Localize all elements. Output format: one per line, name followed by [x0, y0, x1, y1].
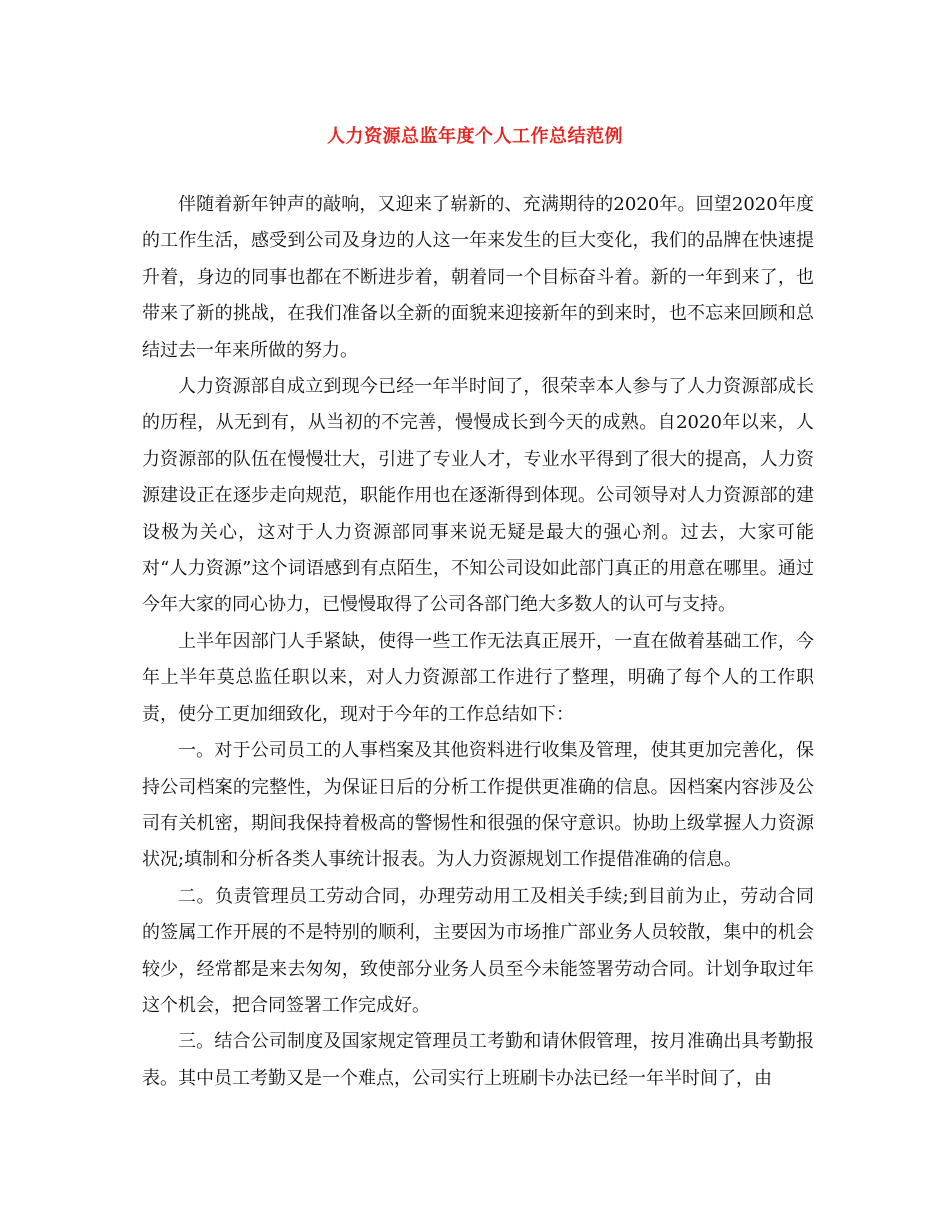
paragraph-intro: 伴随着新年钟声的敲响，又迎来了崭新的、充满期待的2020年。回望2020年度的工作生活，感受到公司及身边的人这一年来发生的巨大变化，我们的品牌在快速提升着，身边的同事也都在不断进步着，朝着同一个目标奋斗着。新的一年到来了，也带来了新的挑战，在我们准备以全新的面貌来迎接新年的到来时，也不忘来回顾和总结过去一年来所做的努力。: [142, 194, 814, 361]
paragraph-department-history: 人力资源部自成立到现今已经一年半时间了，很荣幸本人参与了人力资源部成长的历程，从无到有，从当初的不完善，慢慢成长到今天的成熟。自2020年以来，人力资源部的队伍在慢慢壮大，引进了专业人才，专业水平得到了很大的提高，人力资源建设正在逐步走向规范，职能作用也在逐渐得到体现。公司领导对人力资源部的建设极为关心，这对于人力资源部同事来说无疑是最大的强心剂。过去，大家可能对“人力资源”这个词语感到有点陌生，不知公司设如此部门真正的用意在哪里。通过今年大家的同心协力，已慢慢取得了公司各部门绝大多数人的认可与支持。: [142, 376, 814, 616]
document-body: [142, 187, 814, 1097]
paragraph-item-one: 一。对于公司员工的人事档案及其他资料进行收集及管理，使其更加完善化，保持公司档案的完整性，为保证日后的分析工作提供更准确的信息。因档案内容涉及公司有关机密，期间我保持着极高的警惕性和很强的保守意识。协助上级掌握人力资源状况;填制和分析各类人事统计报表。为人力资源规划工作提借准确的信息。: [142, 740, 814, 871]
paragraph-item-three: 三。结合公司制度及国家规定管理员工考勤和请休假管理，按月准确出具考勤报表。其中员工考勤又是一个难点，公司实行上班刷卡办法已经一年半时间了，由: [142, 1031, 814, 1089]
paragraph-item-two: 二。负责管理员工劳动合同，办理劳动用工及相关手续;到目前为止，劳动合同的签属工作开展的不是特别的顺利，主要因为市场推广部业务人员较散，集中的机会较少，经常都是来去匆匆，致使部分业务人员至今未能签署劳动合同。计划争取过年这个机会，把合同签署工作完成好。: [142, 885, 814, 1016]
document-title: 人力资源总监年度个人工作总结范例: [327, 126, 623, 147]
paragraph-first-half-summary: 上半年因部门人手紧缺，使得一些工作无法真正展开，一直在做着基础工作，今年上半年莫总监任职以来，对人力资源部工作进行了整理，明确了每个人的工作职责，使分工更加细致化，现对于今年的工作总结如下：: [142, 630, 814, 725]
